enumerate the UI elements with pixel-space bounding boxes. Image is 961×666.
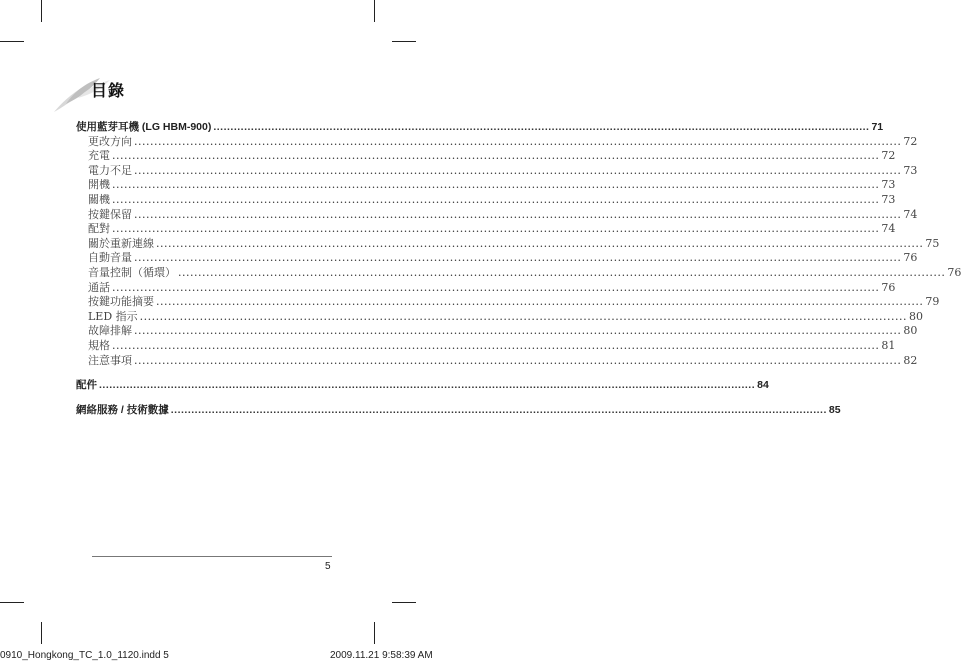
- crop-mark: [41, 622, 42, 644]
- crop-mark: [374, 0, 375, 22]
- toc-leader-dots: [134, 354, 901, 369]
- toc-entry-label: 充電: [88, 149, 110, 163]
- toc-gap: [76, 368, 328, 378]
- toc-entry-page: 84: [757, 379, 769, 392]
- toc-entry-label: 關機: [88, 192, 110, 206]
- toc-entry-page: 85: [828, 403, 841, 416]
- toc-entry-label: 網絡服務 / 技術數據: [76, 403, 169, 416]
- toc-leader-dots: [112, 149, 879, 164]
- toc-entry-page: 80: [903, 324, 918, 338]
- toc-entry-page: 81: [881, 338, 896, 352]
- toc-leader-dots: [156, 295, 923, 310]
- toc-leader-dots: [112, 281, 879, 296]
- toc-gap: [76, 393, 328, 403]
- toc-leader-dots: [171, 403, 827, 418]
- toc-entry: [76, 295, 940, 310]
- toc-leader-dots: [134, 164, 901, 179]
- toc-entry-label: 使用藍芽耳機 (LG HBM-900): [76, 121, 212, 133]
- toc-entry-label: 通話: [88, 280, 110, 294]
- toc-leader-dots: [140, 310, 907, 325]
- toc-leader-dots: [134, 135, 901, 150]
- toc-entry: [76, 338, 896, 354]
- toc-entry: [76, 324, 918, 339]
- toc-entry: [76, 120, 884, 135]
- toc-entry-page: 73: [881, 192, 896, 206]
- toc-entry-page: 72: [903, 134, 918, 148]
- toc-entry: [76, 236, 940, 252]
- toc-entry-label: 注意事項: [88, 353, 132, 367]
- toc-entry-label: 按鍵功能摘要: [88, 295, 154, 309]
- toc-entry-label: 關於重新連線: [88, 236, 154, 250]
- toc-entry-page: 75: [925, 236, 940, 250]
- toc-entry-page: 80: [909, 309, 923, 323]
- toc-entry: [76, 251, 918, 266]
- toc-entry: [76, 178, 896, 193]
- toc-entry-page: 74: [881, 222, 896, 236]
- toc-entry-page: 79: [925, 295, 940, 309]
- toc-entry-page: 71: [871, 121, 884, 133]
- slug-timestamp: 2009.11.21 9:58:39 AM: [330, 650, 433, 661]
- toc-entry-label: 按鍵保留: [88, 207, 132, 221]
- toc-entry: [76, 163, 918, 179]
- crop-mark: [0, 602, 24, 603]
- toc-entry-label: 配件: [76, 379, 97, 392]
- toc-entry-page: 76: [903, 251, 918, 265]
- toc-entry-page: 74: [903, 207, 918, 221]
- toc-entry: [76, 134, 918, 150]
- toc-leader-dots: [112, 193, 879, 208]
- table-of-contents: [76, 120, 961, 417]
- toc-entry-label: 開機: [88, 178, 110, 192]
- toc-entry-label: 故障排解: [88, 324, 132, 338]
- toc-entry-label: 電力不足: [88, 163, 132, 177]
- toc-entry: [76, 378, 769, 393]
- toc-entry: [76, 309, 923, 325]
- toc-leader-dots: [213, 120, 869, 135]
- toc-leader-dots: [99, 378, 755, 393]
- toc-leader-dots: [112, 178, 879, 193]
- toc-leader-dots: [134, 251, 901, 266]
- crop-mark: [0, 41, 24, 42]
- toc-entry-label: 配對: [88, 222, 110, 236]
- footer-rule: [92, 556, 332, 557]
- toc-entry-page: 82: [903, 353, 918, 367]
- toc-leader-dots: [112, 222, 879, 237]
- toc-entry-label: 規格: [88, 338, 110, 352]
- toc-entry-page: 72: [881, 149, 896, 163]
- toc-entry: [76, 280, 896, 296]
- toc-entry-label: 更改方向: [88, 134, 132, 148]
- crop-mark: [41, 0, 42, 22]
- page-number: 5: [325, 561, 331, 572]
- toc-entry: [76, 403, 841, 418]
- crop-mark: [392, 602, 416, 603]
- toc-entry: [76, 265, 961, 281]
- toc-entry: [76, 353, 918, 369]
- toc-entry: [76, 149, 896, 164]
- toc-leader-dots: [178, 266, 945, 281]
- toc-leader-dots: [134, 208, 901, 223]
- toc-entry-label: LED 指示: [88, 309, 138, 323]
- crop-mark: [392, 41, 416, 42]
- toc-leader-dots: [156, 237, 923, 252]
- page-title: 目錄: [91, 81, 126, 100]
- slug-filename: 0910_Hongkong_TC_1.0_1120.indd 5: [0, 650, 169, 661]
- toc-entry-page: 76: [881, 280, 896, 294]
- toc-leader-dots: [112, 339, 879, 354]
- toc-entry: [76, 207, 918, 223]
- toc-entry-label: 自動音量: [88, 251, 132, 265]
- toc-entry-page: 73: [903, 163, 918, 177]
- toc-entry-label: 音量控制（循環）: [88, 265, 176, 279]
- toc-entry-page: 73: [881, 178, 896, 192]
- crop-mark: [374, 622, 375, 644]
- toc-entry-page: 76: [947, 265, 961, 279]
- toc-leader-dots: [134, 324, 901, 339]
- toc-entry: [76, 192, 896, 208]
- toc-entry: [76, 222, 896, 237]
